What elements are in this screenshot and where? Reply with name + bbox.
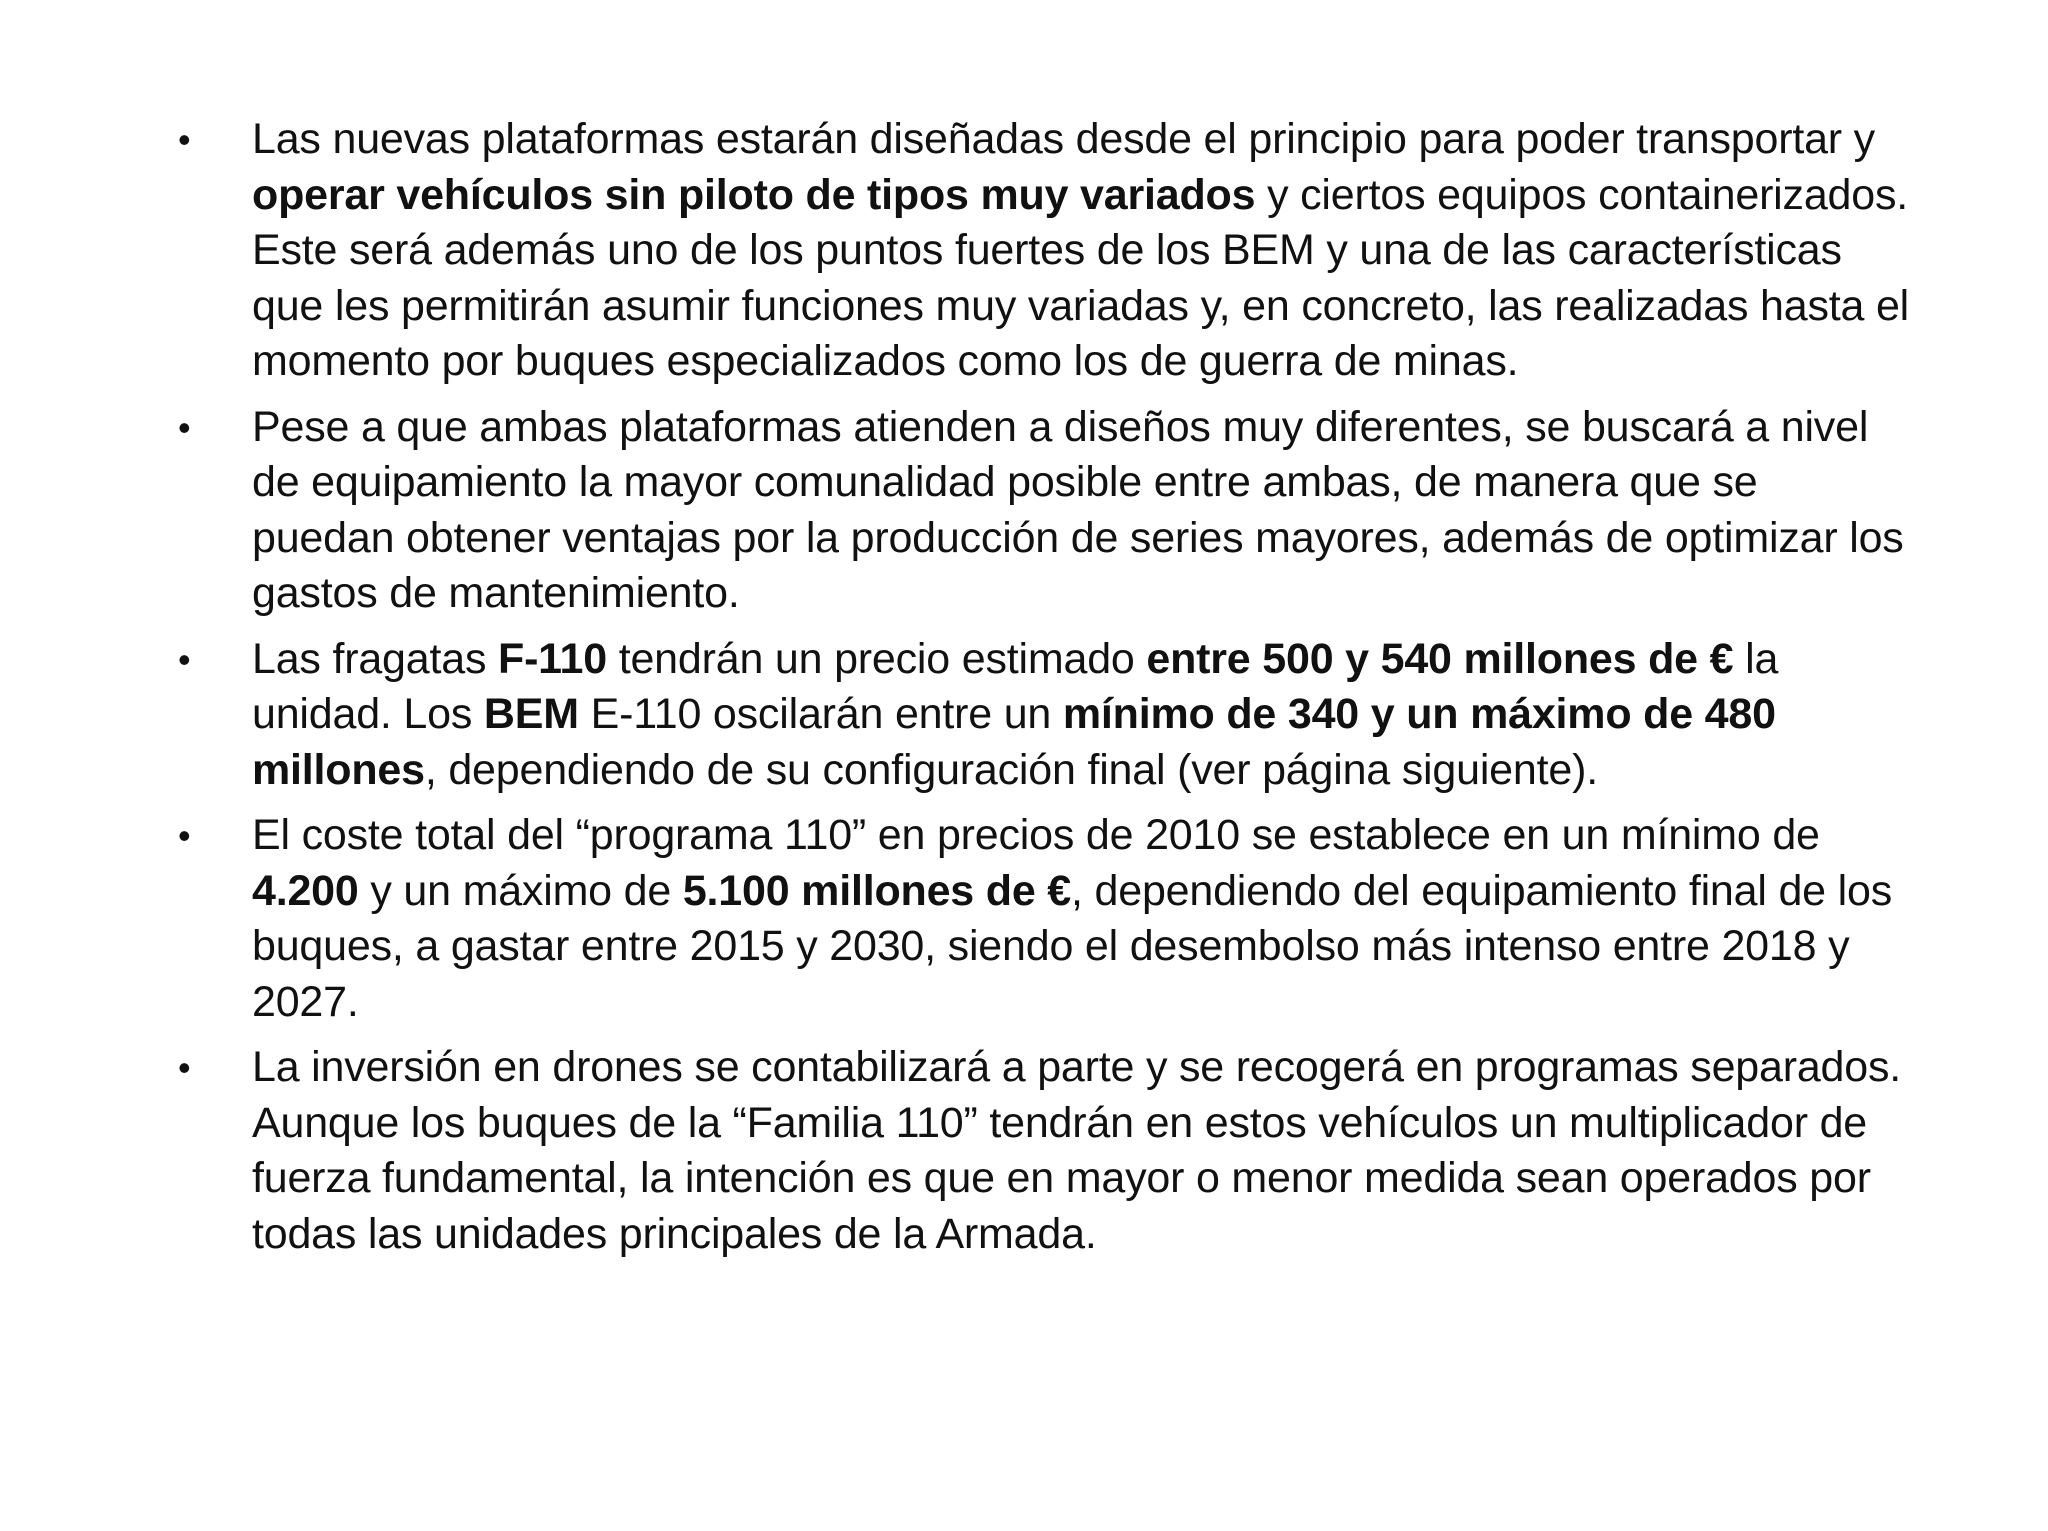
- text-segment: , dependiendo del equipamiento final de los buques, a gastar entre 2015 y 2030, siendo el desembolso más intenso entre 2018 y 2027.: [252, 866, 1892, 1026]
- text-segment: la unidad. Los: [252, 634, 1779, 738]
- text-segment: y ciertos equipos containerizados. Este será además uno de los puntos fuertes de los BEM y una de las características que les permitirán asumir funciones muy variadas y, en concreto, las realizadas hasta el momento por buques especializados como los de guerra de minas.: [252, 170, 1910, 385]
- bullet-text: [252, 811, 1892, 1026]
- bullet-text: [252, 115, 1909, 385]
- bold-segment: 5.100 millones de €: [682, 866, 1072, 915]
- bullet-list: [170, 112, 1910, 1272]
- bullet-marker: •: [178, 1047, 191, 1088]
- text-segment: Las fragatas: [252, 634, 498, 683]
- text-segment: , dependiendo de su configuración final (ver página siguiente).: [424, 745, 1598, 794]
- bold-segment: mínimo de 340 y un máximo de 480 millones: [252, 690, 1776, 794]
- bullet-item: [170, 400, 1910, 622]
- bullet-item: [170, 632, 1910, 799]
- bullet-text: [252, 403, 1904, 618]
- text-segment: Pese a que ambas plataformas atienden a diseños muy diferentes, se buscará a nivel de equipamiento la mayor comunalidad posible entre ambas, de manera que se puedan obtener ventajas por la producción de series mayores, además de optimizar los gastos de mantenimiento.: [252, 402, 1904, 617]
- bullet-marker: •: [178, 406, 191, 448]
- bold-segment: 4.200: [252, 866, 359, 915]
- bullet-marker: •: [178, 119, 191, 160]
- bullet-text: [252, 635, 1778, 794]
- bold-segment: BEM: [483, 690, 579, 738]
- bold-segment: entre 500 y 540 millones de €: [1146, 634, 1734, 683]
- text-segment: Las nuevas plataformas estarán diseñadas desde el principio para poder transportar y: [252, 115, 1875, 163]
- bullet-item: [170, 1040, 1910, 1262]
- bold-segment: operar vehículos sin piloto de tipos muy variados: [252, 170, 1256, 219]
- bullet-marker: •: [178, 638, 191, 680]
- bullet-text: [252, 1043, 1901, 1258]
- bold-segment: F-110: [498, 634, 607, 683]
- text-segment: tendrán un precio estimado: [606, 634, 1147, 683]
- text-segment: E-110 oscilarán entre un: [578, 690, 1063, 738]
- text-segment: La inversión en drones se contabilizará a parte y se recogerá en programas separados. Aunque los buques de la “Familia 110” tendrán en estos vehículos un multiplicador de fuerza fundamental, la intención es que en mayor o menor medida sean operados por todas las unidades principales de la Armada.: [252, 1043, 1902, 1258]
- bullet-item: [170, 808, 1910, 1030]
- bullet-item: [170, 112, 1910, 390]
- text-segment: y un máximo de: [358, 866, 683, 915]
- text-segment: El coste total del “programa 110” en precios de 2010 se establece en un mínimo de: [252, 811, 1820, 859]
- bullet-marker: •: [178, 815, 191, 856]
